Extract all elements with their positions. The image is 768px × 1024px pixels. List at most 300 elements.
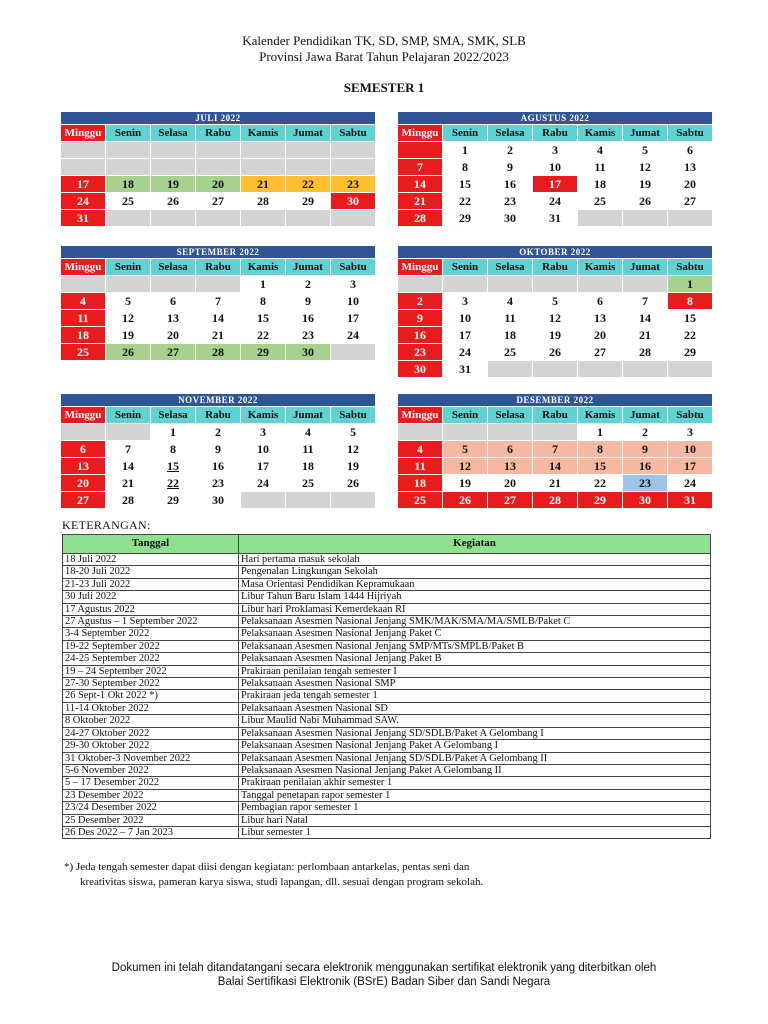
day-cell: 28 (533, 492, 578, 509)
day-cell: 30 (286, 344, 331, 361)
day-cell: 27 (578, 344, 623, 361)
day-name-header: Jumat (623, 125, 668, 142)
week-row (61, 458, 376, 475)
legend-date: 26 Des 2022 – 7 Jan 2023 (63, 826, 239, 838)
day-cell: 3 (443, 293, 488, 310)
week-row (398, 293, 713, 310)
day-name-header: Selasa (151, 407, 196, 424)
day-cell: 15 (241, 310, 286, 327)
day-cell (533, 276, 578, 293)
day-name-header: Minggu (398, 125, 443, 142)
legend-activity: Pelaksanaan Asesmen Nasional Jenjang Paket C (239, 628, 711, 640)
legend-date: 5-6 November 2022 (63, 764, 239, 776)
legend-activity: Prakiraan penilaian tengah semester I (239, 665, 711, 677)
legend-row (63, 764, 711, 776)
document-title: Kalender Pendidikan TK, SD, SMP, SMA, SMK, SLB (242, 33, 526, 48)
day-cell: 8 (443, 159, 488, 176)
day-cell: 19 (151, 176, 196, 193)
legend-activity: Pelaksanaan Asesmen Nasional Jenjang SMK/MAK/SMA/MA/SMLB/Paket C (239, 616, 711, 628)
day-cell: 19 (533, 327, 578, 344)
day-cell: 6 (578, 293, 623, 310)
day-cell: 21 (623, 327, 668, 344)
day-cell: 15 (578, 458, 623, 475)
day-cell: 22 (151, 475, 196, 492)
day-cell (106, 210, 151, 227)
legend-activity: Libur hari Proklamasi Kemerdekaan RI (239, 603, 711, 615)
day-cell (623, 276, 668, 293)
day-cell: 29 (151, 492, 196, 509)
day-cell: 7 (533, 441, 578, 458)
day-cell: 24 (668, 475, 713, 492)
day-cell: 26 (151, 193, 196, 210)
day-cell: 2 (623, 424, 668, 441)
day-cell: 28 (398, 210, 443, 227)
day-cell: 25 (286, 475, 331, 492)
day-cell (286, 492, 331, 509)
day-cell: 21 (398, 193, 443, 210)
day-cell (623, 361, 668, 378)
day-cell: 15 (668, 310, 713, 327)
legend-date: 31 Oktober-3 November 2022 (63, 752, 239, 764)
day-name-header: Senin (443, 259, 488, 276)
day-cell: 13 (668, 159, 713, 176)
day-cell: 21 (241, 176, 286, 193)
day-cell: 6 (61, 441, 106, 458)
legend-row (63, 628, 711, 640)
footnote-line-2: kreativitas siswa, pameran karya siswa, studi lapangan, dll. sesuai dengan program sekolah. (80, 876, 484, 888)
day-cell: 12 (106, 310, 151, 327)
day-cell (398, 424, 443, 441)
legend-date: 18-20 Juli 2022 (63, 566, 239, 578)
week-row (398, 176, 713, 193)
day-cell (241, 159, 286, 176)
legend-date: 11-14 Oktober 2022 (63, 702, 239, 714)
day-cell: 14 (106, 458, 151, 475)
day-name-header: Senin (106, 125, 151, 142)
day-cell: 24 (443, 344, 488, 361)
day-cell: 26 (331, 475, 376, 492)
day-cell: 2 (488, 142, 533, 159)
day-cell: 12 (533, 310, 578, 327)
day-cell: 28 (623, 344, 668, 361)
day-cell: 1 (578, 424, 623, 441)
day-name-header: Jumat (286, 407, 331, 424)
legend-date: 17 Agustus 2022 (63, 603, 239, 615)
day-cell: 22 (286, 176, 331, 193)
day-cell: 9 (488, 159, 533, 176)
legend-row (63, 678, 711, 690)
day-name-header: Rabu (533, 259, 578, 276)
day-cell: 10 (668, 441, 713, 458)
day-cell: 13 (488, 458, 533, 475)
day-cell (106, 424, 151, 441)
day-cell: 1 (151, 424, 196, 441)
month-title: JULI 2022 (61, 112, 376, 125)
day-cell: 21 (196, 327, 241, 344)
legend-header-row (63, 535, 711, 554)
legend-row (63, 690, 711, 702)
legend-row (63, 752, 711, 764)
legend-row (63, 578, 711, 590)
day-cell: 23 (623, 475, 668, 492)
day-cell: 4 (578, 142, 623, 159)
legend-activity: Libur Maulid Nabi Muhammad SAW. (239, 715, 711, 727)
legend-activity: Hari pertama masuk sekolah (239, 554, 711, 566)
day-cell: 18 (286, 458, 331, 475)
day-name-header: Minggu (398, 259, 443, 276)
day-cell: 3 (533, 142, 578, 159)
day-cell: 25 (106, 193, 151, 210)
legend-row (63, 665, 711, 677)
legend-activity: Pelaksanaan Asesmen Nasional Jenjang Paket A Gelombang II (239, 764, 711, 776)
day-cell (488, 424, 533, 441)
week-row (61, 142, 376, 159)
month-title: DESEMBER 2022 (398, 394, 713, 407)
legend-activity: Masa Orientasi Pendidikan Kepramukaan (239, 578, 711, 590)
day-cell: 5 (443, 441, 488, 458)
day-cell: 11 (398, 458, 443, 475)
day-cell: 27 (668, 193, 713, 210)
week-row (61, 276, 376, 293)
week-row (398, 210, 713, 227)
day-cell: 15 (443, 176, 488, 193)
day-cell: 14 (398, 176, 443, 193)
legend-date: 25 Desember 2022 (63, 814, 239, 826)
day-cell: 26 (533, 344, 578, 361)
day-cell: 30 (623, 492, 668, 509)
day-cell: 20 (488, 475, 533, 492)
day-cell (196, 159, 241, 176)
month-title: AGUSTUS 2022 (398, 112, 713, 125)
day-cell: 30 (196, 492, 241, 509)
day-cell: 9 (623, 441, 668, 458)
legend-label: KETERANGAN: (62, 518, 151, 532)
week-row (398, 193, 713, 210)
legend-table (62, 534, 711, 839)
day-name-header: Rabu (196, 259, 241, 276)
day-cell: 30 (331, 193, 376, 210)
day-cell: 18 (488, 327, 533, 344)
day-name-header: Kamis (241, 259, 286, 276)
week-row (398, 344, 713, 361)
day-cell: 24 (241, 475, 286, 492)
day-cell: 16 (623, 458, 668, 475)
legend-date: 19-22 September 2022 (63, 640, 239, 652)
legend-row (63, 640, 711, 652)
day-cell (331, 344, 376, 361)
legend-row (63, 727, 711, 739)
day-cell: 21 (533, 475, 578, 492)
legend-date: 8 Oktober 2022 (63, 715, 239, 727)
day-cell: 7 (196, 293, 241, 310)
day-cell (443, 424, 488, 441)
day-cell (151, 159, 196, 176)
day-cell (286, 210, 331, 227)
month-calendar (60, 245, 376, 361)
day-cell (241, 210, 286, 227)
day-cell: 12 (623, 159, 668, 176)
day-cell (106, 276, 151, 293)
day-cell: 19 (331, 458, 376, 475)
day-cell: 29 (241, 344, 286, 361)
day-cell: 18 (61, 327, 106, 344)
day-cell (106, 142, 151, 159)
legend-date: 26 Sept-1 Okt 2022 *) (63, 690, 239, 702)
day-cell: 13 (151, 310, 196, 327)
day-cell: 14 (623, 310, 668, 327)
day-cell (533, 424, 578, 441)
day-cell: 24 (331, 327, 376, 344)
week-row (398, 327, 713, 344)
legend-row (63, 826, 711, 838)
day-cell: 29 (668, 344, 713, 361)
day-cell: 6 (488, 441, 533, 458)
day-cell (331, 210, 376, 227)
signature-notice-line-1: Dokumen ini telah ditandatangani secara elektronik menggunakan sertifikat elektronik yang diterbitkan oleh (111, 962, 657, 974)
day-cell: 3 (331, 276, 376, 293)
day-cell: 9 (286, 293, 331, 310)
day-name-header: Selasa (151, 259, 196, 276)
day-cell: 21 (106, 475, 151, 492)
legend-row (63, 715, 711, 727)
week-row (61, 210, 376, 227)
day-name-header: Jumat (623, 259, 668, 276)
day-cell: 19 (106, 327, 151, 344)
week-row (61, 193, 376, 210)
day-cell: 27 (61, 492, 106, 509)
day-cell: 31 (533, 210, 578, 227)
month-title: OKTOBER 2022 (398, 246, 713, 259)
day-cell: 31 (61, 210, 106, 227)
day-cell: 29 (286, 193, 331, 210)
day-cell: 4 (286, 424, 331, 441)
day-cell: 26 (623, 193, 668, 210)
day-name-header: Senin (106, 407, 151, 424)
day-cell: 26 (443, 492, 488, 509)
day-cell: 4 (398, 441, 443, 458)
day-cell: 8 (241, 293, 286, 310)
legend-date: 24-27 Oktober 2022 (63, 727, 239, 739)
day-cell: 27 (488, 492, 533, 509)
week-row (61, 310, 376, 327)
week-row (61, 441, 376, 458)
day-name-header: Minggu (61, 407, 106, 424)
day-cell: 20 (151, 327, 196, 344)
day-name-header: Minggu (61, 125, 106, 142)
legend-row (63, 566, 711, 578)
day-cell: 10 (533, 159, 578, 176)
day-name-header: Sabtu (668, 407, 713, 424)
day-name-header: Sabtu (331, 125, 376, 142)
week-row (398, 441, 713, 458)
day-cell (533, 361, 578, 378)
day-cell: 16 (196, 458, 241, 475)
day-cell: 24 (533, 193, 578, 210)
month-title: SEPTEMBER 2022 (61, 246, 376, 259)
day-name-header: Kamis (578, 259, 623, 276)
week-row (61, 293, 376, 310)
legend-activity: Pelaksanaan Asesmen Nasional Jenjang SD/SDLB/Paket A Gelombang I (239, 727, 711, 739)
week-row (61, 475, 376, 492)
day-cell: 4 (488, 293, 533, 310)
day-cell: 7 (623, 293, 668, 310)
day-cell: 10 (331, 293, 376, 310)
day-cell (241, 142, 286, 159)
day-cell: 5 (533, 293, 578, 310)
legend-activity: Pelaksanaan Asesmen Nasional Jenjang SMP/MTs/SMPLB/Paket B (239, 640, 711, 652)
legend-row (63, 740, 711, 752)
day-cell: 6 (668, 142, 713, 159)
day-cell: 18 (578, 176, 623, 193)
signature-notice-line-2: Balai Sertifikasi Elektronik (BSrE) Badan Siber dan Sandi Negara (217, 976, 551, 988)
day-cell: 27 (196, 193, 241, 210)
legend-row (63, 554, 711, 566)
day-cell (578, 276, 623, 293)
day-cell: 13 (578, 310, 623, 327)
day-name-header: Senin (106, 259, 151, 276)
legend-row (63, 814, 711, 826)
legend-activity: Libur Tahun Baru Islam 1444 Hijriyah (239, 591, 711, 603)
day-cell: 23 (331, 176, 376, 193)
day-cell (286, 159, 331, 176)
day-name-header: Kamis (241, 125, 286, 142)
month-calendar (397, 111, 713, 227)
day-cell: 23 (196, 475, 241, 492)
legend-activity: Libur hari Natal (239, 814, 711, 826)
day-cell: 8 (578, 441, 623, 458)
legend-activity: Prakiraan penilaian akhir semester 1 (239, 777, 711, 789)
day-cell: 20 (196, 176, 241, 193)
day-cell: 1 (241, 276, 286, 293)
day-cell (61, 142, 106, 159)
day-name-header: Jumat (623, 407, 668, 424)
legend-row (63, 616, 711, 628)
day-cell (668, 361, 713, 378)
day-cell (106, 159, 151, 176)
legend-activity: Prakiraan jeda tengah semester 1 (239, 690, 711, 702)
day-cell: 4 (61, 293, 106, 310)
week-row (398, 142, 713, 159)
semester-heading: SEMESTER 1 (343, 80, 425, 95)
day-cell (398, 276, 443, 293)
day-cell: 11 (61, 310, 106, 327)
week-row (61, 176, 376, 193)
day-name-header: Selasa (488, 407, 533, 424)
legend-activity: Pembagian rapor semester 1 (239, 802, 711, 814)
day-cell: 12 (443, 458, 488, 475)
month-calendar (60, 393, 376, 509)
legend-date: 29-30 Oktober 2022 (63, 740, 239, 752)
month-calendar (60, 111, 376, 227)
day-name-header: Rabu (533, 407, 578, 424)
day-cell: 30 (488, 210, 533, 227)
day-cell: 22 (578, 475, 623, 492)
day-cell: 2 (398, 293, 443, 310)
day-cell: 18 (398, 475, 443, 492)
day-cell (578, 210, 623, 227)
day-cell: 2 (286, 276, 331, 293)
day-cell: 19 (623, 176, 668, 193)
legend-activity: Tanggal penetapan rapor semester 1 (239, 789, 711, 801)
day-cell: 23 (488, 193, 533, 210)
day-cell: 7 (106, 441, 151, 458)
day-cell (623, 210, 668, 227)
day-cell: 31 (443, 361, 488, 378)
day-name-header: Senin (443, 407, 488, 424)
legend-row (63, 603, 711, 615)
legend-activity: Pelaksanaan Asesmen Nasional Jenjang Paket A Gelombang I (239, 740, 711, 752)
day-cell (488, 276, 533, 293)
day-cell: 5 (106, 293, 151, 310)
legend-row (63, 789, 711, 801)
day-cell (196, 276, 241, 293)
legend-activity: Pengenalan Lingkungan Sekolah (239, 566, 711, 578)
day-cell: 25 (398, 492, 443, 509)
day-cell (151, 276, 196, 293)
legend-col-activity: Kegiatan (239, 535, 711, 554)
legend-date: 18 Juli 2022 (63, 554, 239, 566)
day-cell: 20 (668, 176, 713, 193)
day-cell: 13 (61, 458, 106, 475)
week-row (61, 492, 376, 509)
day-cell: 19 (443, 475, 488, 492)
day-name-header: Jumat (286, 259, 331, 276)
day-cell (151, 210, 196, 227)
day-cell: 20 (578, 327, 623, 344)
day-cell (443, 276, 488, 293)
day-cell: 24 (61, 193, 106, 210)
legend-activity: Pelaksanaan Asesmen Nasional SD (239, 702, 711, 714)
day-name-header: Selasa (488, 125, 533, 142)
day-cell: 28 (196, 344, 241, 361)
week-row (398, 310, 713, 327)
day-cell: 14 (196, 310, 241, 327)
day-cell: 28 (106, 492, 151, 509)
legend-date: 23 Desember 2022 (63, 789, 239, 801)
legend-date: 23/24 Desember 2022 (63, 802, 239, 814)
day-cell (196, 210, 241, 227)
day-cell: 17 (241, 458, 286, 475)
day-cell: 17 (668, 458, 713, 475)
legend-activity: Pelaksanaan Asesmen Nasional SMP (239, 678, 711, 690)
day-cell: 17 (443, 327, 488, 344)
day-cell: 1 (443, 142, 488, 159)
month-title: NOVEMBER 2022 (61, 394, 376, 407)
day-cell (61, 424, 106, 441)
day-cell: 15 (151, 458, 196, 475)
day-cell: 30 (398, 361, 443, 378)
legend-date: 24-25 September 2022 (63, 653, 239, 665)
day-name-header: Sabtu (331, 259, 376, 276)
day-cell: 6 (151, 293, 196, 310)
day-cell: 22 (443, 193, 488, 210)
day-cell: 17 (533, 176, 578, 193)
day-cell: 26 (106, 344, 151, 361)
legend-activity: Libur semester 1 (239, 826, 711, 838)
week-row (398, 361, 713, 378)
legend-activity: Pelaksanaan Asesmen Nasional Jenjang SD/SDLB/Paket A Gelombang II (239, 752, 711, 764)
day-cell (331, 492, 376, 509)
day-name-header: Sabtu (668, 259, 713, 276)
document-subtitle: Provinsi Jawa Barat Tahun Pelajaran 2022/2023 (259, 49, 509, 64)
legend-date: 30 Juli 2022 (63, 591, 239, 603)
day-name-header: Selasa (488, 259, 533, 276)
day-name-header: Kamis (241, 407, 286, 424)
week-row (398, 492, 713, 509)
day-cell: 20 (61, 475, 106, 492)
week-row (61, 159, 376, 176)
day-cell: 18 (106, 176, 151, 193)
